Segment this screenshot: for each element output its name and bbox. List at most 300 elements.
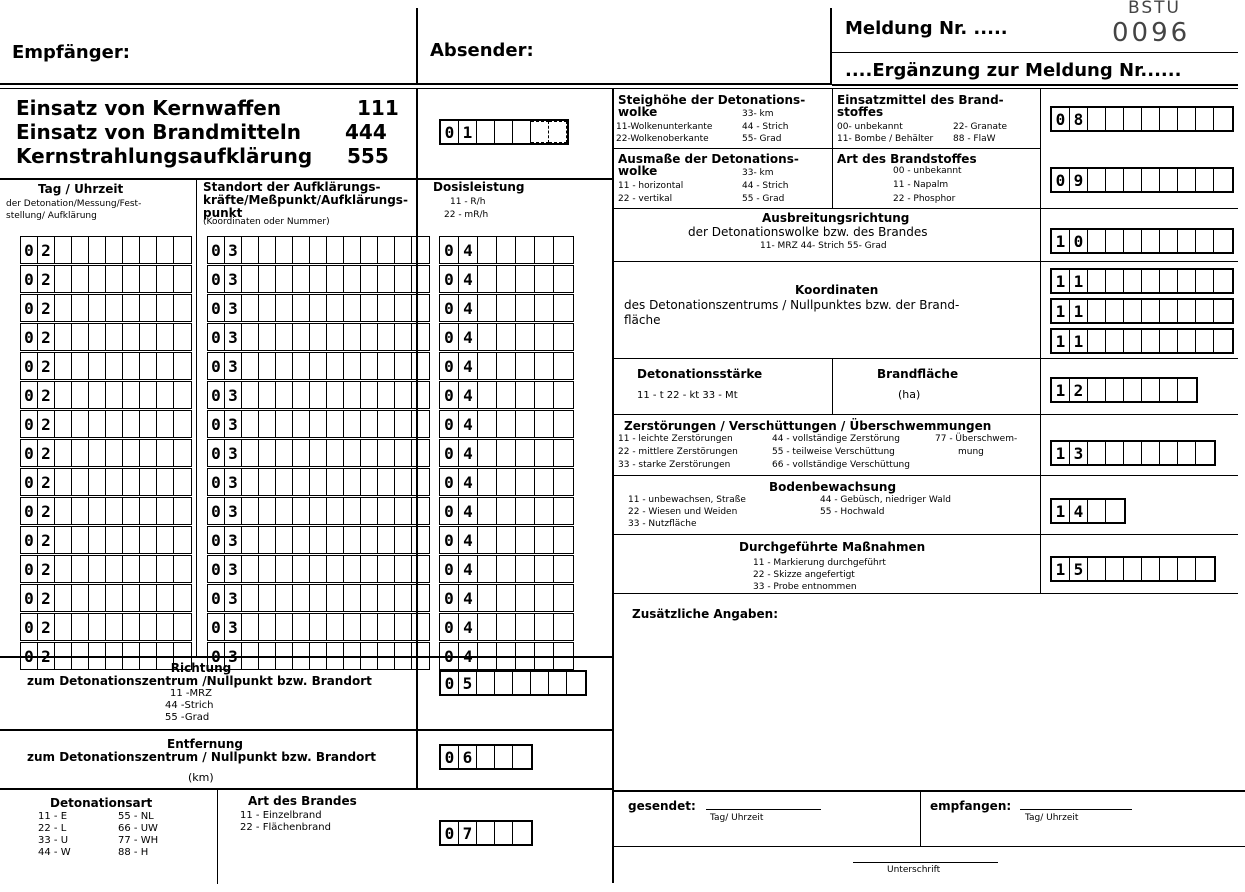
entry-cell[interactable] <box>276 324 293 350</box>
entry-cell[interactable] <box>1124 558 1142 580</box>
entry-cell[interactable] <box>513 672 531 694</box>
grid-row[interactable] <box>439 642 574 670</box>
entry-cell[interactable] <box>1124 169 1142 191</box>
entry-cell[interactable] <box>1214 300 1232 322</box>
grid-row[interactable] <box>207 294 430 322</box>
entry-cell[interactable] <box>497 614 516 640</box>
entry-cell[interactable] <box>327 382 344 408</box>
entry-cell[interactable] <box>412 411 429 437</box>
entry-cell[interactable] <box>395 237 412 263</box>
entry-cell[interactable] <box>310 324 327 350</box>
entry-cell[interactable] <box>344 440 361 466</box>
entry-cell[interactable] <box>157 556 174 582</box>
entry-cell[interactable] <box>535 498 554 524</box>
entry-cell[interactable] <box>497 469 516 495</box>
entry-cell[interactable] <box>123 353 140 379</box>
grid-row[interactable] <box>207 352 430 380</box>
entry-cell[interactable] <box>1106 330 1124 352</box>
entry-cell[interactable] <box>395 527 412 553</box>
entry-cell[interactable] <box>497 440 516 466</box>
entry-cell[interactable] <box>1124 270 1142 292</box>
entry-cell[interactable] <box>395 498 412 524</box>
entry-cell[interactable] <box>1196 169 1214 191</box>
entry-cell[interactable] <box>554 324 573 350</box>
entry-cell[interactable] <box>327 440 344 466</box>
entry-cell[interactable] <box>535 353 554 379</box>
entry-cell[interactable] <box>327 614 344 640</box>
entry-cell[interactable] <box>478 556 497 582</box>
entry-cell[interactable] <box>242 643 259 669</box>
entry-cell[interactable] <box>535 527 554 553</box>
entry-cell[interactable] <box>361 237 378 263</box>
entry-cell[interactable] <box>516 556 535 582</box>
entry-cell[interactable] <box>378 585 395 611</box>
entry-cell[interactable] <box>259 324 276 350</box>
code-box-05[interactable] <box>439 670 587 696</box>
entry-cell[interactable] <box>1142 442 1160 464</box>
entry-cell[interactable] <box>106 382 123 408</box>
entry-cell[interactable] <box>478 527 497 553</box>
entry-cell[interactable] <box>554 556 573 582</box>
entry-cell[interactable] <box>106 411 123 437</box>
entry-cell[interactable] <box>1178 442 1196 464</box>
entry-cell[interactable] <box>395 266 412 292</box>
entry-cell[interactable] <box>140 440 157 466</box>
code-box-06[interactable] <box>439 744 533 770</box>
entry-cell[interactable] <box>242 469 259 495</box>
entry-cell[interactable] <box>554 382 573 408</box>
entry-cell[interactable] <box>242 585 259 611</box>
entry-cell[interactable] <box>174 266 191 292</box>
entry-cell[interactable] <box>477 822 495 844</box>
entry-cell[interactable] <box>567 672 585 694</box>
entry-cell[interactable] <box>361 382 378 408</box>
entry-cell[interactable] <box>412 353 429 379</box>
entry-cell[interactable] <box>157 382 174 408</box>
entry-cell[interactable] <box>140 382 157 408</box>
entry-cell[interactable] <box>1124 379 1142 401</box>
entry-cell[interactable] <box>174 237 191 263</box>
entry-cell[interactable] <box>242 440 259 466</box>
entry-cell[interactable] <box>378 556 395 582</box>
entry-cell[interactable] <box>531 672 549 694</box>
grid-row[interactable] <box>207 642 430 670</box>
entry-cell[interactable] <box>174 295 191 321</box>
entry-cell[interactable] <box>378 469 395 495</box>
entry-cell[interactable] <box>242 382 259 408</box>
entry-cell[interactable] <box>242 498 259 524</box>
entry-cell[interactable] <box>276 440 293 466</box>
entry-cell[interactable] <box>157 585 174 611</box>
entry-cell[interactable] <box>344 498 361 524</box>
entry-cell[interactable] <box>554 411 573 437</box>
entry-cell[interactable] <box>276 382 293 408</box>
entry-cell[interactable] <box>106 556 123 582</box>
entry-cell[interactable] <box>140 556 157 582</box>
entry-cell[interactable] <box>497 353 516 379</box>
entry-cell[interactable] <box>535 295 554 321</box>
entry-cell[interactable] <box>310 295 327 321</box>
grid-row[interactable] <box>439 381 574 409</box>
entry-cell[interactable] <box>535 585 554 611</box>
grid-row[interactable] <box>439 323 574 351</box>
entry-cell[interactable] <box>259 614 276 640</box>
entry-cell[interactable] <box>72 614 89 640</box>
entry-cell[interactable] <box>157 498 174 524</box>
entry-cell[interactable] <box>1142 230 1160 252</box>
entry-cell[interactable] <box>242 324 259 350</box>
entry-cell[interactable] <box>327 469 344 495</box>
entry-cell[interactable] <box>1142 330 1160 352</box>
entry-cell[interactable] <box>378 353 395 379</box>
entry-cell[interactable] <box>1178 330 1196 352</box>
entry-cell[interactable] <box>123 440 140 466</box>
entry-cell[interactable] <box>327 498 344 524</box>
entry-cell[interactable] <box>276 266 293 292</box>
entry-cell[interactable] <box>310 556 327 582</box>
entry-cell[interactable] <box>497 295 516 321</box>
entry-cell[interactable] <box>378 324 395 350</box>
entry-cell[interactable] <box>276 237 293 263</box>
entry-cell[interactable] <box>72 498 89 524</box>
entry-cell[interactable] <box>89 411 106 437</box>
entry-cell[interactable] <box>89 585 106 611</box>
entry-cell[interactable] <box>72 266 89 292</box>
signature-line[interactable] <box>853 862 998 863</box>
entry-cell[interactable] <box>497 527 516 553</box>
entry-cell[interactable] <box>344 266 361 292</box>
entry-cell[interactable] <box>1142 270 1160 292</box>
entry-cell[interactable] <box>361 643 378 669</box>
entry-cell[interactable] <box>259 527 276 553</box>
entry-cell[interactable] <box>478 643 497 669</box>
entry-cell[interactable] <box>140 643 157 669</box>
entry-cell[interactable] <box>106 469 123 495</box>
entry-cell[interactable] <box>535 411 554 437</box>
entry-cell[interactable] <box>1088 442 1106 464</box>
empfangen-line[interactable] <box>1020 809 1132 810</box>
entry-cell[interactable] <box>310 643 327 669</box>
entry-cell[interactable] <box>412 498 429 524</box>
entry-cell[interactable] <box>293 585 310 611</box>
entry-cell[interactable] <box>276 556 293 582</box>
code-row[interactable] <box>1050 440 1216 466</box>
entry-cell[interactable] <box>259 440 276 466</box>
entry-cell[interactable] <box>293 237 310 263</box>
entry-cell[interactable] <box>478 382 497 408</box>
entry-cell[interactable] <box>55 469 72 495</box>
entry-cell[interactable] <box>276 527 293 553</box>
entry-cell[interactable] <box>495 672 513 694</box>
entry-cell[interactable] <box>293 353 310 379</box>
entry-cell[interactable] <box>1088 558 1106 580</box>
entry-cell[interactable] <box>259 295 276 321</box>
entry-cell[interactable] <box>72 324 89 350</box>
grid-row[interactable] <box>20 381 192 409</box>
grid-row[interactable] <box>20 265 192 293</box>
entry-cell[interactable] <box>1160 300 1178 322</box>
code-row[interactable] <box>1050 106 1234 132</box>
entry-cell[interactable] <box>535 643 554 669</box>
entry-cell[interactable] <box>55 237 72 263</box>
code-row[interactable] <box>1050 498 1126 524</box>
entry-cell[interactable] <box>495 121 513 143</box>
entry-cell[interactable] <box>1214 230 1232 252</box>
entry-cell[interactable] <box>361 614 378 640</box>
entry-cell[interactable] <box>72 353 89 379</box>
entry-cell[interactable] <box>123 585 140 611</box>
entry-cell[interactable] <box>157 527 174 553</box>
entry-cell[interactable] <box>516 295 535 321</box>
entry-cell[interactable] <box>554 614 573 640</box>
entry-cell[interactable] <box>412 440 429 466</box>
entry-cell[interactable] <box>344 614 361 640</box>
entry-cell[interactable] <box>242 411 259 437</box>
code-row[interactable] <box>1050 328 1234 354</box>
entry-cell[interactable] <box>477 121 495 143</box>
entry-cell[interactable] <box>361 324 378 350</box>
entry-cell[interactable] <box>497 585 516 611</box>
entry-cell[interactable] <box>1106 442 1124 464</box>
entry-cell[interactable] <box>1106 558 1124 580</box>
code-box-01[interactable] <box>439 119 569 145</box>
entry-cell[interactable] <box>412 585 429 611</box>
entry-cell[interactable] <box>55 498 72 524</box>
entry-cell[interactable] <box>140 324 157 350</box>
entry-cell[interactable] <box>123 643 140 669</box>
entry-cell[interactable] <box>55 324 72 350</box>
grid-row[interactable] <box>20 323 192 351</box>
entry-cell[interactable] <box>310 440 327 466</box>
entry-cell[interactable] <box>554 469 573 495</box>
entry-cell[interactable] <box>106 237 123 263</box>
grid-row[interactable] <box>439 497 574 525</box>
entry-cell[interactable] <box>554 527 573 553</box>
entry-cell[interactable] <box>1196 230 1214 252</box>
entry-cell[interactable] <box>1178 230 1196 252</box>
entry-cell[interactable] <box>361 469 378 495</box>
entry-cell[interactable] <box>513 121 531 143</box>
entry-cell[interactable] <box>1088 330 1106 352</box>
entry-cell[interactable] <box>478 237 497 263</box>
entry-cell[interactable] <box>174 382 191 408</box>
entry-cell[interactable] <box>123 556 140 582</box>
entry-cell[interactable] <box>72 411 89 437</box>
grid-row[interactable] <box>207 613 430 641</box>
entry-cell[interactable] <box>516 324 535 350</box>
entry-cell[interactable] <box>1178 379 1196 401</box>
entry-cell[interactable] <box>276 643 293 669</box>
grid-row[interactable] <box>207 497 430 525</box>
entry-cell[interactable] <box>1142 558 1160 580</box>
entry-cell[interactable] <box>293 266 310 292</box>
entry-cell[interactable] <box>1160 330 1178 352</box>
entry-cell[interactable] <box>516 411 535 437</box>
entry-cell[interactable] <box>1088 108 1106 130</box>
entry-cell[interactable] <box>1178 300 1196 322</box>
entry-cell[interactable] <box>157 614 174 640</box>
entry-cell[interactable] <box>344 585 361 611</box>
entry-cell[interactable] <box>478 266 497 292</box>
entry-cell[interactable] <box>513 822 531 844</box>
entry-cell[interactable] <box>344 527 361 553</box>
entry-cell[interactable] <box>477 746 495 768</box>
entry-cell[interactable] <box>327 295 344 321</box>
entry-cell[interactable] <box>554 295 573 321</box>
entry-cell[interactable] <box>89 324 106 350</box>
entry-cell[interactable] <box>123 498 140 524</box>
entry-cell[interactable] <box>378 614 395 640</box>
entry-cell[interactable] <box>310 382 327 408</box>
entry-cell[interactable] <box>478 353 497 379</box>
entry-cell[interactable] <box>554 585 573 611</box>
entry-cell[interactable] <box>293 498 310 524</box>
entry-cell[interactable] <box>157 469 174 495</box>
entry-cell[interactable] <box>344 353 361 379</box>
entry-cell[interactable] <box>106 498 123 524</box>
entry-cell[interactable] <box>106 440 123 466</box>
entry-cell[interactable] <box>55 614 72 640</box>
entry-cell[interactable] <box>1088 270 1106 292</box>
entry-cell[interactable] <box>259 469 276 495</box>
entry-cell[interactable] <box>1124 300 1142 322</box>
entry-cell[interactable] <box>310 614 327 640</box>
entry-cell[interactable] <box>123 382 140 408</box>
entry-cell[interactable] <box>412 469 429 495</box>
entry-cell[interactable] <box>72 237 89 263</box>
entry-cell[interactable] <box>1106 379 1124 401</box>
entry-cell[interactable] <box>378 382 395 408</box>
entry-cell[interactable] <box>174 353 191 379</box>
entry-cell[interactable] <box>89 382 106 408</box>
grid-row[interactable] <box>207 265 430 293</box>
entry-cell[interactable] <box>89 614 106 640</box>
entry-cell[interactable] <box>361 527 378 553</box>
entry-cell[interactable] <box>344 643 361 669</box>
entry-cell[interactable] <box>72 556 89 582</box>
entry-cell[interactable] <box>478 498 497 524</box>
entry-cell[interactable] <box>516 440 535 466</box>
entry-cell[interactable] <box>535 324 554 350</box>
entry-cell[interactable] <box>554 440 573 466</box>
entry-cell[interactable] <box>412 614 429 640</box>
entry-cell[interactable] <box>106 353 123 379</box>
entry-cell[interactable] <box>478 585 497 611</box>
entry-cell[interactable] <box>89 353 106 379</box>
entry-cell[interactable] <box>293 556 310 582</box>
entry-cell[interactable] <box>242 527 259 553</box>
entry-cell[interactable] <box>89 266 106 292</box>
entry-cell[interactable] <box>140 237 157 263</box>
entry-cell[interactable] <box>412 527 429 553</box>
entry-cell[interactable] <box>516 266 535 292</box>
entry-cell[interactable] <box>378 237 395 263</box>
grid-row[interactable] <box>20 236 192 264</box>
entry-cell[interactable] <box>293 527 310 553</box>
entry-cell[interactable] <box>535 266 554 292</box>
grid-row[interactable] <box>207 555 430 583</box>
grid-row[interactable] <box>439 526 574 554</box>
grid-row[interactable] <box>20 352 192 380</box>
entry-cell[interactable] <box>516 614 535 640</box>
entry-cell[interactable] <box>535 382 554 408</box>
entry-cell[interactable] <box>140 614 157 640</box>
grid-row[interactable] <box>20 526 192 554</box>
entry-cell[interactable] <box>276 614 293 640</box>
entry-cell[interactable] <box>55 266 72 292</box>
entry-cell[interactable] <box>1178 270 1196 292</box>
grid-row[interactable] <box>207 323 430 351</box>
code-box-07[interactable] <box>439 820 533 846</box>
entry-cell[interactable] <box>157 266 174 292</box>
entry-cell[interactable] <box>259 382 276 408</box>
entry-cell[interactable] <box>310 527 327 553</box>
entry-cell[interactable] <box>140 585 157 611</box>
entry-cell[interactable] <box>395 614 412 640</box>
entry-cell[interactable] <box>157 411 174 437</box>
entry-cell[interactable] <box>361 411 378 437</box>
entry-cell[interactable] <box>395 411 412 437</box>
entry-cell[interactable] <box>310 469 327 495</box>
grid-row[interactable] <box>20 439 192 467</box>
entry-cell[interactable] <box>516 643 535 669</box>
entry-cell[interactable] <box>395 643 412 669</box>
entry-cell[interactable] <box>276 353 293 379</box>
entry-cell[interactable] <box>344 411 361 437</box>
entry-cell[interactable] <box>361 353 378 379</box>
entry-cell[interactable] <box>123 295 140 321</box>
entry-cell[interactable] <box>395 382 412 408</box>
entry-cell[interactable] <box>478 614 497 640</box>
grid-row[interactable] <box>439 410 574 438</box>
entry-cell[interactable] <box>106 324 123 350</box>
entry-cell[interactable] <box>478 469 497 495</box>
entry-cell[interactable] <box>554 353 573 379</box>
entry-cell[interactable] <box>1106 169 1124 191</box>
entry-cell[interactable] <box>72 643 89 669</box>
entry-cell[interactable] <box>378 643 395 669</box>
entry-cell[interactable] <box>344 556 361 582</box>
entry-cell[interactable] <box>174 469 191 495</box>
entry-cell[interactable] <box>395 440 412 466</box>
entry-cell[interactable] <box>395 556 412 582</box>
entry-cell[interactable] <box>327 324 344 350</box>
entry-cell[interactable] <box>72 585 89 611</box>
entry-cell[interactable] <box>140 469 157 495</box>
entry-cell[interactable] <box>497 237 516 263</box>
entry-cell[interactable] <box>344 469 361 495</box>
entry-cell[interactable] <box>378 440 395 466</box>
entry-cell[interactable] <box>242 353 259 379</box>
grid-row[interactable] <box>207 410 430 438</box>
grid-row[interactable] <box>207 381 430 409</box>
entry-cell[interactable] <box>378 498 395 524</box>
grid-row[interactable] <box>439 265 574 293</box>
entry-cell[interactable] <box>549 121 567 143</box>
entry-cell[interactable] <box>497 324 516 350</box>
entry-cell[interactable] <box>495 746 513 768</box>
entry-cell[interactable] <box>55 411 72 437</box>
entry-cell[interactable] <box>412 556 429 582</box>
entry-cell[interactable] <box>535 614 554 640</box>
entry-cell[interactable] <box>55 585 72 611</box>
entry-cell[interactable] <box>1088 169 1106 191</box>
grid-row[interactable] <box>439 584 574 612</box>
entry-cell[interactable] <box>293 382 310 408</box>
entry-cell[interactable] <box>310 353 327 379</box>
entry-cell[interactable] <box>1142 169 1160 191</box>
entry-cell[interactable] <box>89 498 106 524</box>
